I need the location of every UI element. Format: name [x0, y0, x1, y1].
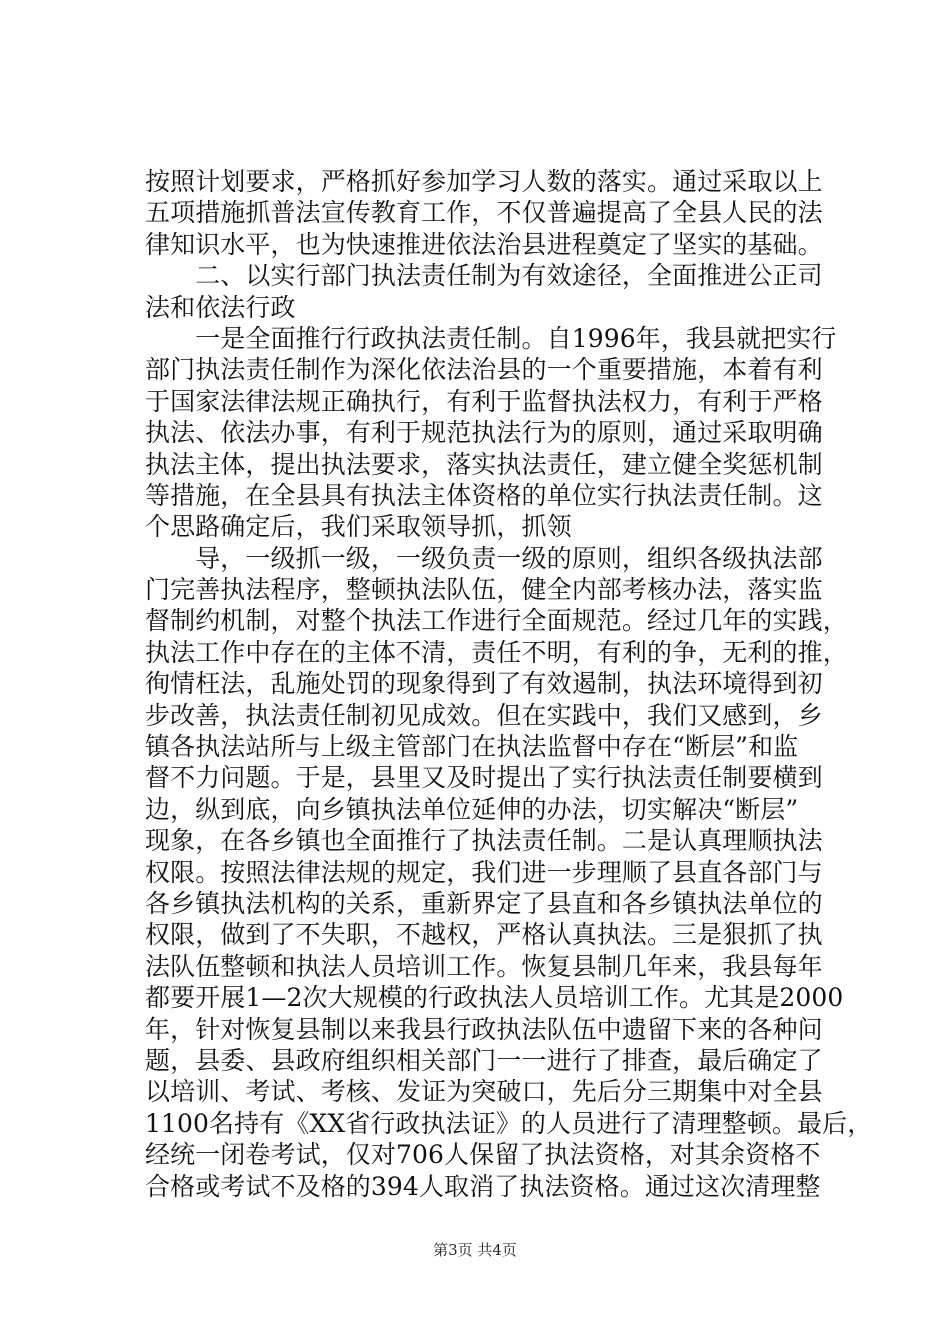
text-line: 执法主体，提出执法要求，落实执法责任，建立健全奖惩机制	[145, 449, 823, 479]
text-line: 导，一级抓一级，一级负责一级的原则，组织各级执法部	[145, 543, 823, 573]
text-line: 经统一闭卷考试，仅对706人保留了执法资格，对其余资格不	[145, 1140, 821, 1170]
page-number-footer: 第3页 共4页	[433, 1241, 517, 1259]
text-line: 一是全面推行行政执法责任制。自1996年，我县就把实行	[145, 323, 837, 353]
text-line: 个思路确定后，我们采取领导抓，抓领	[145, 512, 572, 542]
text-line: 各乡镇执法机构的关系，重新界定了县直和各乡镇执法单位的	[145, 888, 823, 918]
text-line: 五项措施抓普法宣传教育工作，不仅普遍提高了全县人民的法	[145, 198, 823, 228]
text-line: 督不力问题。于是，县里又及时提出了实行执法责任制要横到	[145, 763, 823, 793]
text-line: 都要开展1—2次大规模的行政执法人员培训工作。尤其是2000	[145, 983, 844, 1013]
text-line: 权限，做到了不失职，不越权，严格认真执法。三是狠抓了执	[145, 920, 823, 950]
section-heading-line: 二、以实行部门执法责任制为有效途径，全面推进公正司	[145, 261, 823, 291]
text-line: 门完善执法程序，整顿执法队伍，健全内部考核办法，落实监	[145, 575, 823, 605]
text-line: 现象，在各乡镇也全面推行了执法责任制。二是认真理顺执法	[145, 826, 823, 856]
text-line: 律知识水平，也为快速推进依法治县进程奠定了坚实的基础。	[145, 229, 823, 259]
text-line: 于国家法律法规正确执行，有利于监督执法权力，有利于严格	[145, 386, 823, 416]
text-line: 以培训、考试、考核、发证为突破口，先后分三期集中对全县	[145, 1077, 823, 1107]
text-line: 年，针对恢复县制以来我县行政执法队伍中遗留下来的各种问	[145, 1014, 823, 1044]
text-line: 步改善，执法责任制初见成效。但在实践中，我们又感到，乡	[145, 700, 823, 730]
text-line: 1100名持有《XX省行政执法证》的人员进行了清理整顿。最后，	[145, 1108, 873, 1138]
document-body	[145, 166, 873, 1202]
text-line: 权限。按照法律法规的规定，我们进一步理顺了县直各部门与	[145, 857, 823, 887]
text-line: 执法、依法办事，有利于规范执法行为的原则，通过采取明确	[145, 418, 823, 448]
text-line: 合格或考试不及格的394人取消了执法资格。通过这次清理整	[145, 1171, 821, 1201]
text-line: 镇各执法站所与上级主管部门在执法监督中存在“断层”和监	[145, 732, 799, 762]
text-line: 法队伍整顿和执法人员培训工作。恢复县制几年来，我县每年	[145, 951, 823, 981]
text-line: 边，纵到底，向乡镇执法单位延伸的办法，切实解决“断层”	[145, 794, 799, 824]
text-line: 题，县委、县政府组织相关部门一一进行了排查，最后确定了	[145, 1045, 823, 1075]
text-line: 执法工作中存在的主体不清，责任不明，有利的争，无利的推，	[145, 637, 848, 667]
text-line: 徇情枉法，乱施处罚的现象得到了有效遏制，执法环境得到初	[145, 669, 823, 699]
text-line: 部门执法责任制作为深化依法治县的一个重要措施，本着有利	[145, 355, 823, 385]
text-line: 按照计划要求，严格抓好参加学习人数的落实。通过采取以上	[145, 167, 823, 196]
text-line: 督制约机制，对整个执法工作进行全面规范。经过几年的实践，	[145, 606, 848, 636]
text-line: 等措施，在全县具有执法主体资格的单位实行执法责任制。这	[145, 480, 823, 510]
section-heading-line: 法和依法行政	[145, 292, 296, 322]
